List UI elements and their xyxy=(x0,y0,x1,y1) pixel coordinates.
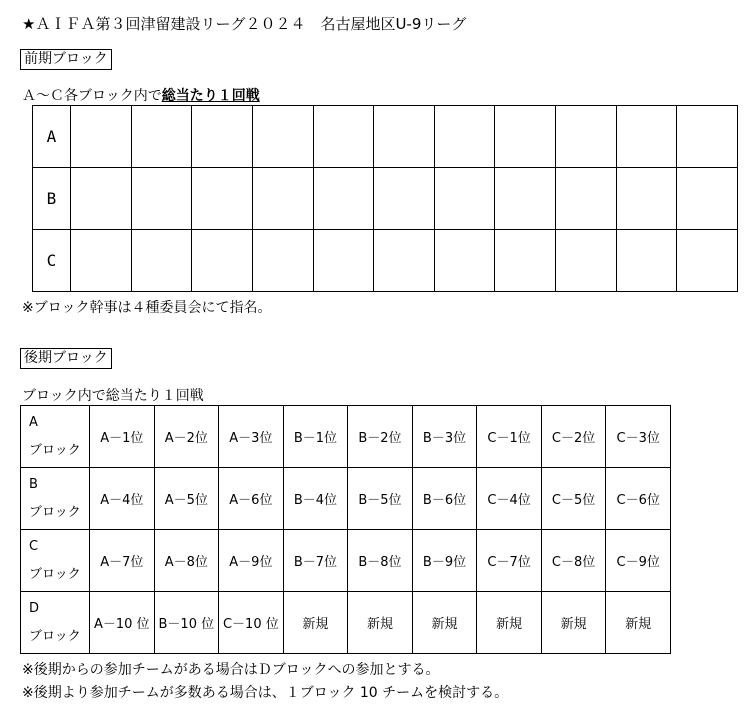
late-table-cell: C－8位 xyxy=(541,530,606,592)
late-row-label xyxy=(21,592,90,654)
early-subtitle-bold: 総当たり１回戦 xyxy=(161,88,260,104)
late-table-cell: C－10 位 xyxy=(219,592,284,654)
late-table-cell: B－5位 xyxy=(348,468,413,530)
early-subtitle-plain: Ａ～Ｃ各ブロック内で xyxy=(22,88,162,104)
early-table-cell xyxy=(434,168,495,230)
late-table-cell: B－4位 xyxy=(283,468,348,530)
late-table-cell: B－6位 xyxy=(412,468,477,530)
early-table-cell xyxy=(131,230,192,292)
late-table-cell: 新規 xyxy=(283,592,348,654)
early-table-cell xyxy=(71,106,132,168)
late-table-row xyxy=(21,468,671,530)
early-table-cell xyxy=(556,106,617,168)
early-row-label: A xyxy=(33,106,71,168)
late-table-cell: 新規 xyxy=(541,592,606,654)
early-table-cell xyxy=(556,230,617,292)
early-table-cell xyxy=(71,230,132,292)
late-row-label xyxy=(21,468,90,530)
late-row-letter: C xyxy=(29,538,39,554)
early-table-cell xyxy=(313,106,374,168)
early-block-subtitle xyxy=(22,85,260,105)
late-table-cell: A－5位 xyxy=(154,468,219,530)
late-table-cell: C－7位 xyxy=(477,530,542,592)
late-row-block-word: ブロック xyxy=(29,566,81,582)
late-table-cell: A－8位 xyxy=(154,530,219,592)
late-row-block-word: ブロック xyxy=(29,628,81,644)
late-table-cell: A－4位 xyxy=(90,468,155,530)
late-table-cell: A－2位 xyxy=(154,406,219,468)
late-block-subtitle: ブロック内で総当たり１回戦 xyxy=(22,388,204,404)
late-table-cell: 新規 xyxy=(412,592,477,654)
late-block-table xyxy=(20,405,671,654)
early-table-cell xyxy=(374,106,435,168)
late-table-row xyxy=(21,592,671,654)
early-table-cell xyxy=(71,168,132,230)
early-table-cell xyxy=(495,106,556,168)
early-table-cell xyxy=(252,230,313,292)
late-block-note-2: ※後期より参加チームが多数ある場合は、１ブロック 10 チームを検討する。 xyxy=(22,685,509,701)
late-row-letter: B xyxy=(29,476,38,492)
early-table-cell xyxy=(616,230,677,292)
early-table-row xyxy=(33,168,738,230)
early-block-table xyxy=(32,105,738,292)
late-table-cell: B－8位 xyxy=(348,530,413,592)
early-table-cell xyxy=(434,230,495,292)
early-block-note: ※ブロック幹事は４種委員会にて指名。 xyxy=(22,300,272,316)
late-row-block-word: ブロック xyxy=(29,442,81,458)
late-row-letter: A xyxy=(29,414,38,430)
late-table-cell: C－5位 xyxy=(541,468,606,530)
early-table-cell xyxy=(495,168,556,230)
late-table-cell: 新規 xyxy=(606,592,671,654)
early-table-cell xyxy=(192,168,253,230)
late-table-cell: A－6位 xyxy=(219,468,284,530)
late-table-cell: B－1位 xyxy=(283,406,348,468)
late-table-cell: 新規 xyxy=(477,592,542,654)
early-table-row xyxy=(33,230,738,292)
early-table-cell xyxy=(131,168,192,230)
early-table-cell xyxy=(677,168,738,230)
early-table-cell xyxy=(313,168,374,230)
early-table-row xyxy=(33,106,738,168)
late-table-cell: B－2位 xyxy=(348,406,413,468)
early-table-cell xyxy=(252,106,313,168)
late-block-heading: 後期ブロック xyxy=(20,348,112,369)
late-row-label xyxy=(21,406,90,468)
late-table-cell: A－7位 xyxy=(90,530,155,592)
early-table-cell xyxy=(192,230,253,292)
late-row-label xyxy=(21,530,90,592)
early-table-cell xyxy=(495,230,556,292)
document-title: ★ＡＩＦＡ第３回津留建設リーグ２０２４ 名古屋地区U-9リーグ xyxy=(22,15,467,33)
late-row-letter: D xyxy=(29,600,40,616)
early-table-cell xyxy=(616,106,677,168)
late-table-cell: C－4位 xyxy=(477,468,542,530)
early-row-label: C xyxy=(33,230,71,292)
late-row-block-word: ブロック xyxy=(29,504,81,520)
early-table-cell xyxy=(252,168,313,230)
early-table-cell xyxy=(374,230,435,292)
early-block-heading: 前期ブロック xyxy=(20,49,112,70)
late-block-note-1: ※後期からの参加チームがある場合はＤブロックへの参加とする。 xyxy=(22,662,440,678)
late-table-cell: C－3位 xyxy=(606,406,671,468)
late-table-cell: 新規 xyxy=(348,592,413,654)
late-table-row xyxy=(21,406,671,468)
late-table-cell: A－10 位 xyxy=(90,592,155,654)
late-table-cell: C－9位 xyxy=(606,530,671,592)
early-table-cell xyxy=(192,106,253,168)
late-table-cell: B－9位 xyxy=(412,530,477,592)
late-table-row xyxy=(21,530,671,592)
late-table-cell: A－3位 xyxy=(219,406,284,468)
late-table-cell: C－2位 xyxy=(541,406,606,468)
late-table-cell: C－1位 xyxy=(477,406,542,468)
late-table-cell: B－10 位 xyxy=(154,592,219,654)
early-table-cell xyxy=(677,106,738,168)
early-table-cell xyxy=(434,106,495,168)
early-table-cell xyxy=(677,230,738,292)
late-table-cell: B－3位 xyxy=(412,406,477,468)
early-table-cell xyxy=(313,230,374,292)
early-table-cell xyxy=(131,106,192,168)
late-table-cell: A－9位 xyxy=(219,530,284,592)
early-table-cell xyxy=(556,168,617,230)
late-table-cell: B－7位 xyxy=(283,530,348,592)
early-table-cell xyxy=(616,168,677,230)
early-row-label: B xyxy=(33,168,71,230)
late-table-cell: C－6位 xyxy=(606,468,671,530)
early-table-cell xyxy=(374,168,435,230)
late-table-cell: A－1位 xyxy=(90,406,155,468)
